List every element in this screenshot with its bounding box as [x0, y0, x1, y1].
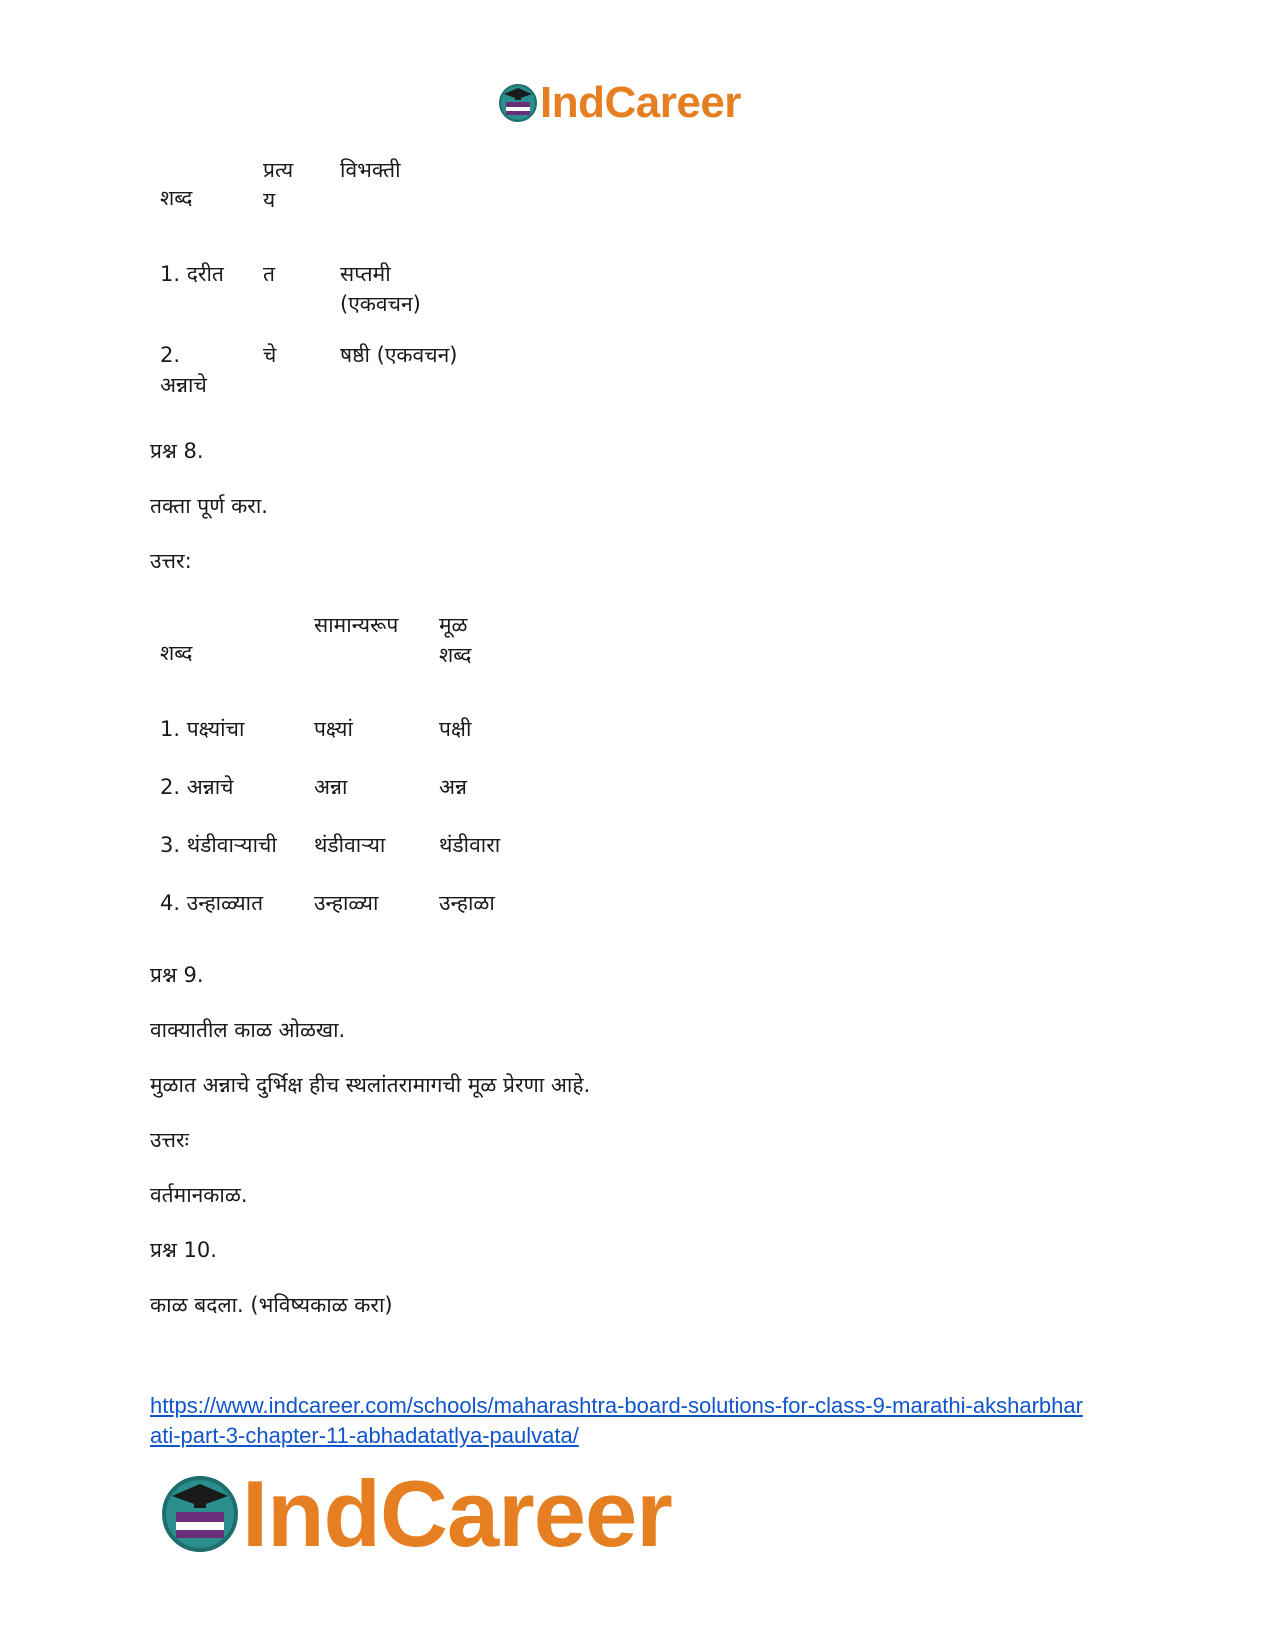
table1-header-word: शब्द: [160, 186, 193, 210]
table2-row-2-word: 2. अन्नाचे: [160, 775, 234, 799]
brand-wordmark-large: IndCareer: [242, 1461, 672, 1566]
brand-wordmark: IndCareer: [540, 78, 741, 127]
table1-row-1-suffix: त: [263, 262, 275, 286]
table2-header-root: मूळ शब्द: [439, 613, 472, 667]
table2-row-3-root: थंडीवारा: [439, 833, 501, 857]
book-globe-icon: [160, 1472, 240, 1556]
table2-row-2-root: अन्न: [439, 775, 468, 799]
table2-header-word: शब्द: [160, 641, 193, 665]
question-8-prompt: तक्ता पूर्ण करा.: [150, 494, 268, 518]
table1-header-suffix: प्रत्य य: [263, 158, 294, 212]
question-9-sentence: मुळात अन्नाचे दुर्भिक्ष हीच स्थलांतरामागची मूळ प्रेरणा आहे.: [150, 1073, 591, 1097]
table1-row-1-case: सप्तमी (एकवचन): [340, 262, 421, 316]
question-9-answer: वर्तमानकाळ.: [150, 1183, 248, 1207]
table1-row-1-word: 1. दरीत: [160, 262, 224, 286]
question-9-label: प्रश्न 9.: [150, 963, 204, 987]
table2-header-general: सामान्यरूप: [314, 613, 399, 637]
table2-row-3-word: 3. थंडीवाऱ्याची: [160, 833, 277, 857]
book-globe-icon: [498, 82, 538, 124]
table1-header-case: विभक्ती: [340, 158, 401, 182]
source-url-link[interactable]: https://www.indcareer.com/schools/maharashtra-board-solutions-for-class-9-marathi-aksharbhar ati-part-3-chapter-11-abhadatatlya-paulvata/: [150, 1393, 1083, 1448]
table1-row-2-case: षष्ठी (एकवचन): [340, 343, 458, 367]
question-9-answer-label: उत्तरः: [150, 1128, 189, 1152]
table2-row-4-root: उन्हाळा: [439, 891, 495, 915]
question-8-answer-label: उत्तर:: [150, 549, 192, 573]
table2-row-2-general: अन्ना: [314, 775, 348, 799]
table2-row-4-general: उन्हाळ्या: [314, 891, 379, 915]
table2-row-1-root: पक्षी: [439, 717, 472, 741]
question-8-label: प्रश्न 8.: [150, 439, 204, 463]
question-9-prompt: वाक्यातील काळ ओळखा.: [150, 1018, 346, 1042]
table2-row-1-word: 1. पक्ष्यांचा: [160, 717, 245, 741]
question-10-prompt: काळ बदला. (भविष्यकाळ करा): [150, 1293, 393, 1317]
table2-row-4-word: 4. उन्हाळ्यात: [160, 891, 264, 915]
question-10-label: प्रश्न 10.: [150, 1238, 217, 1262]
table1-row-2-word: 2. अन्नाचे: [160, 343, 207, 397]
table2-row-3-general: थंडीवाऱ्या: [314, 833, 386, 857]
table1-row-2-suffix: चे: [263, 343, 277, 367]
table2-row-1-general: पक्ष्यां: [314, 717, 353, 741]
